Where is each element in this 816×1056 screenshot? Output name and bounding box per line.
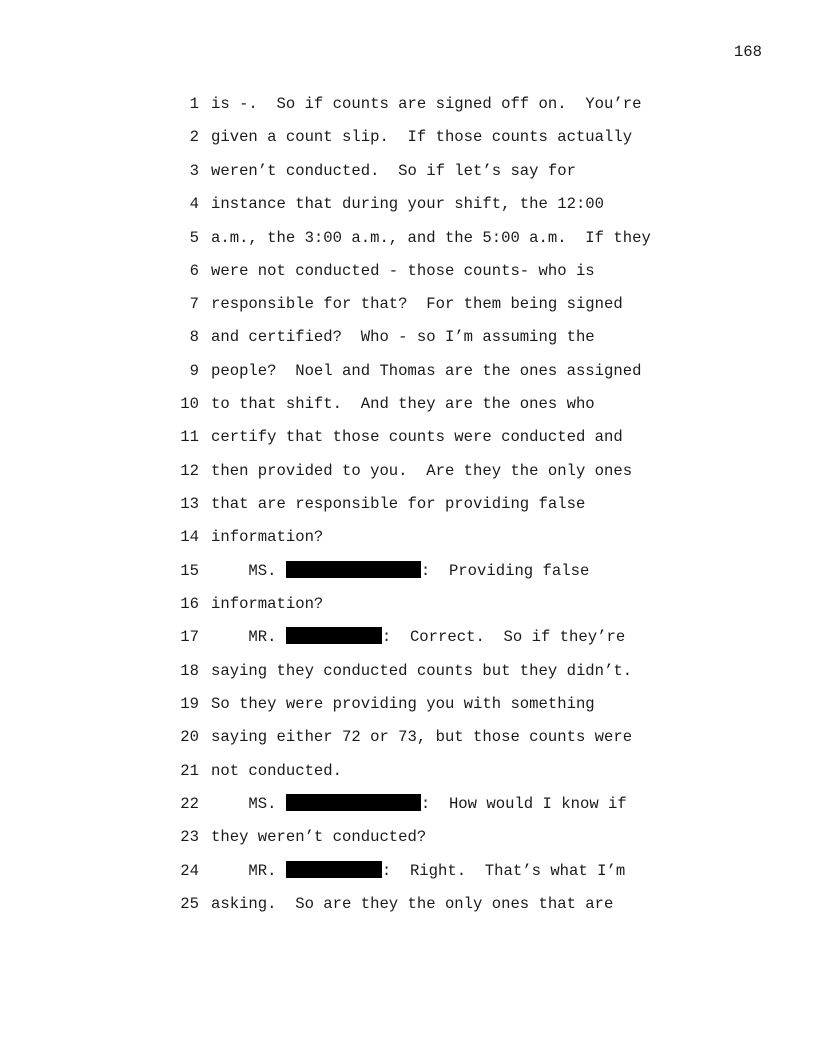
line-number: 14 [180,528,199,546]
line-text: people? Noel and Thomas are the ones assigned [211,362,642,380]
line-text: saying either 72 or 73, but those counts were [211,728,633,746]
line-text: then provided to you. Are they the only ones [211,462,633,480]
transcript-line [0,761,816,781]
line-number: 9 [189,362,199,380]
line-number: 2 [189,128,199,146]
speaker-title: MR. [211,628,286,646]
line-number: 21 [180,762,199,780]
page-number: 168 [733,43,762,61]
transcript-line [0,261,816,281]
line-text: given a count slip. If those counts actually [211,128,633,146]
line-number: 6 [189,262,199,280]
transcript-line [0,694,816,714]
transcript-line [0,194,816,214]
line-number: 1 [189,95,199,113]
line-text: a.m., the 3:00 a.m., and the 5:00 a.m. If they [211,229,651,247]
line-number: 22 [180,795,199,813]
redaction-box [286,861,382,878]
line-text [211,627,625,647]
line-text: weren’t conducted. So if let’s say for [211,162,576,180]
redaction-box [286,561,421,578]
line-text [211,861,625,881]
line-remainder: : Correct. So if they’re [381,628,626,646]
line-number: 13 [180,495,199,513]
line-number: 16 [180,595,199,613]
line-number: 12 [180,462,199,480]
speaker-title: MR. [211,862,286,880]
transcript-line [0,827,816,847]
line-text [211,561,589,581]
line-number: 8 [189,328,199,346]
line-number: 25 [180,895,199,913]
transcript-line [0,361,816,381]
line-text [211,794,627,814]
line-text: to that shift. And they are the ones who [211,395,595,413]
transcript-line [0,461,816,481]
transcript-line [0,294,816,314]
line-number: 19 [180,695,199,713]
transcript-line [0,861,816,881]
transcript-line [0,94,816,114]
transcript-line [0,228,816,248]
transcript-line [0,494,816,514]
line-text: information? [211,528,324,546]
transcript-line [0,727,816,747]
line-text: and certified? Who - so I’m assuming the [211,328,595,346]
line-text: not conducted. [211,762,343,780]
speaker-title: MS. [211,795,286,813]
transcript-line [0,794,816,814]
line-text: is -. So if counts are signed off on. You’re [211,95,642,113]
transcript-line [0,894,816,914]
line-text: that are responsible for providing false [211,495,586,513]
line-text: instance that during your shift, the 12:00 [211,195,605,213]
line-number: 15 [180,562,199,580]
line-number: 7 [189,295,199,313]
transcript-line [0,427,816,447]
line-number: 3 [189,162,199,180]
line-number: 10 [180,395,199,413]
line-remainder: : Right. That’s what I’m [381,862,626,880]
line-text: they weren’t conducted? [211,828,427,846]
line-remainder: : Providing false [420,562,590,580]
redaction-box [286,627,382,644]
line-text: responsible for that? For them being signed [211,295,623,313]
transcript-line [0,561,816,581]
line-number: 24 [180,862,199,880]
transcript-line [0,327,816,347]
line-number: 4 [189,195,199,213]
speaker-title: MS. [211,562,286,580]
line-number: 11 [180,428,199,446]
transcript-line [0,661,816,681]
line-text: were not conducted - those counts- who is [211,262,595,280]
transcript-line [0,627,816,647]
transcript-line [0,527,816,547]
transcript-line [0,127,816,147]
line-number: 17 [180,628,199,646]
line-text: certify that those counts were conducted and [211,428,623,446]
line-text: asking. So are they the only ones that are [211,895,614,913]
line-text: So they were providing you with something [211,695,595,713]
line-text: information? [211,595,324,613]
transcript-line [0,594,816,614]
line-number: 20 [180,728,199,746]
line-number: 18 [180,662,199,680]
transcript-line [0,394,816,414]
transcript-line [0,161,816,181]
line-remainder: : How would I know if [420,795,627,813]
line-number: 23 [180,828,199,846]
redaction-box [286,794,421,811]
line-number: 5 [189,229,199,247]
line-text: saying they conducted counts but they didn’t. [211,662,633,680]
